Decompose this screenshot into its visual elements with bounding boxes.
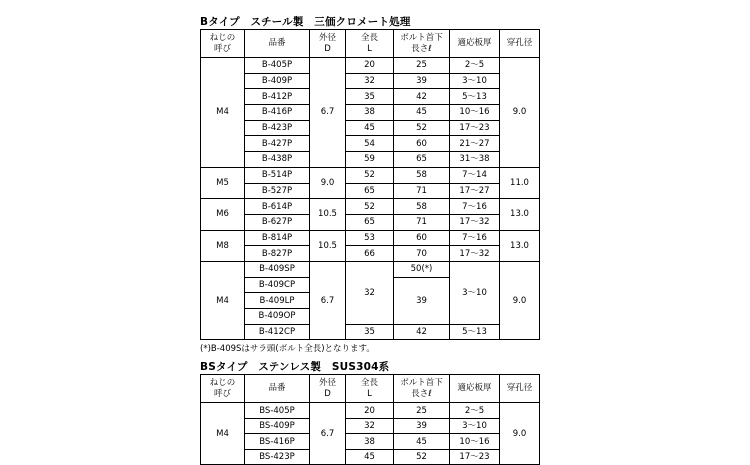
- bolt-length-cell: 71: [394, 183, 450, 199]
- hole-diameter-cell: 11.0: [500, 167, 540, 198]
- total-length-cell: 20: [346, 58, 394, 74]
- table-row: [201, 167, 540, 183]
- total-length-cell: 35: [346, 89, 394, 105]
- total-length-cell: 38: [346, 434, 394, 450]
- bolt-length-cell: 50(*): [394, 261, 450, 277]
- table-row: [201, 230, 540, 246]
- bs-type-table: [200, 374, 540, 465]
- header-thread-size: ねじの 呼び: [201, 375, 245, 403]
- part-number-cell: B-423P: [245, 120, 310, 136]
- table-row: [201, 324, 540, 340]
- table-row: [201, 183, 540, 199]
- header-part-number: 品番: [245, 30, 310, 58]
- total-length-cell: 45: [346, 120, 394, 136]
- part-number-cell: B-814P: [245, 230, 310, 246]
- table-row: [201, 434, 540, 450]
- part-number-cell: B-409SP: [245, 261, 310, 277]
- thread-size-cell: M5: [201, 167, 245, 198]
- bolt-length-cell: 70: [394, 246, 450, 262]
- total-length-cell: 52: [346, 199, 394, 215]
- plate-thickness-cell: 7～14: [450, 167, 500, 183]
- footnote: (*)B-409Sはサラ頭(ボルト全長)となります。: [200, 344, 375, 355]
- outer-diameter-cell: 6.7: [310, 261, 346, 339]
- bs-type-header-row: [201, 375, 540, 403]
- plate-thickness-cell: 7～16: [450, 199, 500, 215]
- table-row: [201, 89, 540, 105]
- plate-thickness-cell: 10～16: [450, 105, 500, 121]
- part-number-cell: B-416P: [245, 105, 310, 121]
- total-length-cell: 54: [346, 136, 394, 152]
- header-part-number: 品番: [245, 375, 310, 403]
- table-row: [201, 261, 540, 277]
- bolt-length-cell: 58: [394, 199, 450, 215]
- part-number-cell: B-427P: [245, 136, 310, 152]
- hole-diameter-cell: 9.0: [500, 403, 540, 465]
- plate-thickness-cell: 31～38: [450, 152, 500, 168]
- plate-thickness-cell: 10～16: [450, 434, 500, 450]
- plate-thickness-cell: 3～10: [450, 418, 500, 434]
- bolt-length-cell: 71: [394, 214, 450, 230]
- thread-size-cell: M4: [201, 58, 245, 168]
- hole-diameter-cell: 13.0: [500, 199, 540, 230]
- table-row: [201, 152, 540, 168]
- part-number-cell: BS-416P: [245, 434, 310, 450]
- header-hole-diameter: 穿孔径: [500, 30, 540, 58]
- plate-thickness-cell: 17～32: [450, 214, 500, 230]
- outer-diameter-cell: 6.7: [310, 403, 346, 465]
- bolt-length-cell: 42: [394, 89, 450, 105]
- table-row: [201, 214, 540, 230]
- part-number-cell: B-412P: [245, 89, 310, 105]
- plate-thickness-cell: 3～10: [450, 261, 500, 324]
- table-row: [201, 403, 540, 419]
- table-row: [201, 58, 540, 74]
- header-bolt-length: ボルト首下 長さℓ: [394, 30, 450, 58]
- plate-thickness-cell: 17～27: [450, 183, 500, 199]
- b-type-body: [201, 58, 540, 340]
- total-length-cell: 32: [346, 73, 394, 89]
- table-row: [201, 120, 540, 136]
- bolt-length-cell: 60: [394, 136, 450, 152]
- part-number-cell: B-627P: [245, 214, 310, 230]
- bolt-length-cell: 39: [394, 418, 450, 434]
- bolt-length-cell: 45: [394, 434, 450, 450]
- header-thread-size: ねじの 呼び: [201, 30, 245, 58]
- header-total-length: 全長 L: [346, 375, 394, 403]
- total-length-cell: 35: [346, 324, 394, 340]
- thread-size-cell: M8: [201, 230, 245, 261]
- bolt-length-cell: 60: [394, 230, 450, 246]
- hole-diameter-cell: 13.0: [500, 230, 540, 261]
- total-length-cell: 45: [346, 449, 394, 465]
- plate-thickness-cell: 17～23: [450, 120, 500, 136]
- total-length-cell: 66: [346, 246, 394, 262]
- part-number-cell: B-409CP: [245, 277, 310, 293]
- plate-thickness-cell: 7～16: [450, 230, 500, 246]
- header-outer-diameter: 外径 D: [310, 30, 346, 58]
- b-type-header-row: [201, 30, 540, 58]
- total-length-cell: 65: [346, 183, 394, 199]
- table-row: [201, 136, 540, 152]
- bolt-length-cell: 52: [394, 449, 450, 465]
- total-length-cell: 32: [346, 261, 394, 324]
- bolt-length-cell: 52: [394, 120, 450, 136]
- part-number-cell: B-409LP: [245, 293, 310, 309]
- outer-diameter-cell: 9.0: [310, 167, 346, 198]
- table-row: [201, 246, 540, 262]
- total-length-cell: 59: [346, 152, 394, 168]
- total-length-cell: 32: [346, 418, 394, 434]
- part-number-cell: B-409OP: [245, 309, 310, 325]
- header-hole-diameter: 穿孔径: [500, 375, 540, 403]
- table-row: [201, 73, 540, 89]
- bolt-length-cell: 65: [394, 152, 450, 168]
- header-total-length: 全長 L: [346, 30, 394, 58]
- bolt-length-cell: 39: [394, 277, 450, 324]
- plate-thickness-cell: 5～13: [450, 324, 500, 340]
- part-number-cell: B-827P: [245, 246, 310, 262]
- total-length-cell: 38: [346, 105, 394, 121]
- part-number-cell: BS-423P: [245, 449, 310, 465]
- outer-diameter-cell: 6.7: [310, 58, 346, 168]
- plate-thickness-cell: 3～10: [450, 73, 500, 89]
- part-number-cell: B-412CP: [245, 324, 310, 340]
- bs-type-title: BSタイプ ステンレス製 SUS304系: [200, 361, 390, 374]
- thread-size-cell: M4: [201, 261, 245, 339]
- part-number-cell: BS-409P: [245, 418, 310, 434]
- part-number-cell: B-405P: [245, 58, 310, 74]
- table-row: [201, 105, 540, 121]
- header-outer-diameter: 外径 D: [310, 375, 346, 403]
- spec-sheet: [200, 15, 540, 465]
- b-type-table: [200, 29, 540, 340]
- part-number-cell: B-438P: [245, 152, 310, 168]
- plate-thickness-cell: 21～27: [450, 136, 500, 152]
- hole-diameter-cell: 9.0: [500, 58, 540, 168]
- part-number-cell: B-514P: [245, 167, 310, 183]
- header-plate-thickness: 適応板厚: [450, 30, 500, 58]
- bolt-length-cell: 39: [394, 73, 450, 89]
- part-number-cell: BS-405P: [245, 403, 310, 419]
- total-length-cell: 52: [346, 167, 394, 183]
- part-number-cell: B-614P: [245, 199, 310, 215]
- table-row: [201, 199, 540, 215]
- header-bolt-length: ボルト首下 長さℓ: [394, 375, 450, 403]
- plate-thickness-cell: 2～5: [450, 403, 500, 419]
- plate-thickness-cell: 17～23: [450, 449, 500, 465]
- outer-diameter-cell: 10.5: [310, 230, 346, 261]
- plate-thickness-cell: 5～13: [450, 89, 500, 105]
- table-row: [201, 418, 540, 434]
- b-type-title: Bタイプ スチール製 三価クロメート処理: [200, 16, 411, 28]
- bolt-length-cell: 58: [394, 167, 450, 183]
- bolt-length-cell: 25: [394, 403, 450, 419]
- total-length-cell: 65: [346, 214, 394, 230]
- hole-diameter-cell: 9.0: [500, 261, 540, 339]
- part-number-cell: B-527P: [245, 183, 310, 199]
- table-row: [201, 449, 540, 465]
- bolt-length-cell: 45: [394, 105, 450, 121]
- thread-size-cell: M4: [201, 403, 245, 465]
- plate-thickness-cell: 2～5: [450, 58, 500, 74]
- part-number-cell: B-409P: [245, 73, 310, 89]
- plate-thickness-cell: 17～32: [450, 246, 500, 262]
- bolt-length-cell: 42: [394, 324, 450, 340]
- thread-size-cell: M6: [201, 199, 245, 230]
- total-length-cell: 53: [346, 230, 394, 246]
- bs-type-body: [201, 403, 540, 465]
- outer-diameter-cell: 10.5: [310, 199, 346, 230]
- bolt-length-cell: 25: [394, 58, 450, 74]
- header-plate-thickness: 適応板厚: [450, 375, 500, 403]
- total-length-cell: 20: [346, 403, 394, 419]
